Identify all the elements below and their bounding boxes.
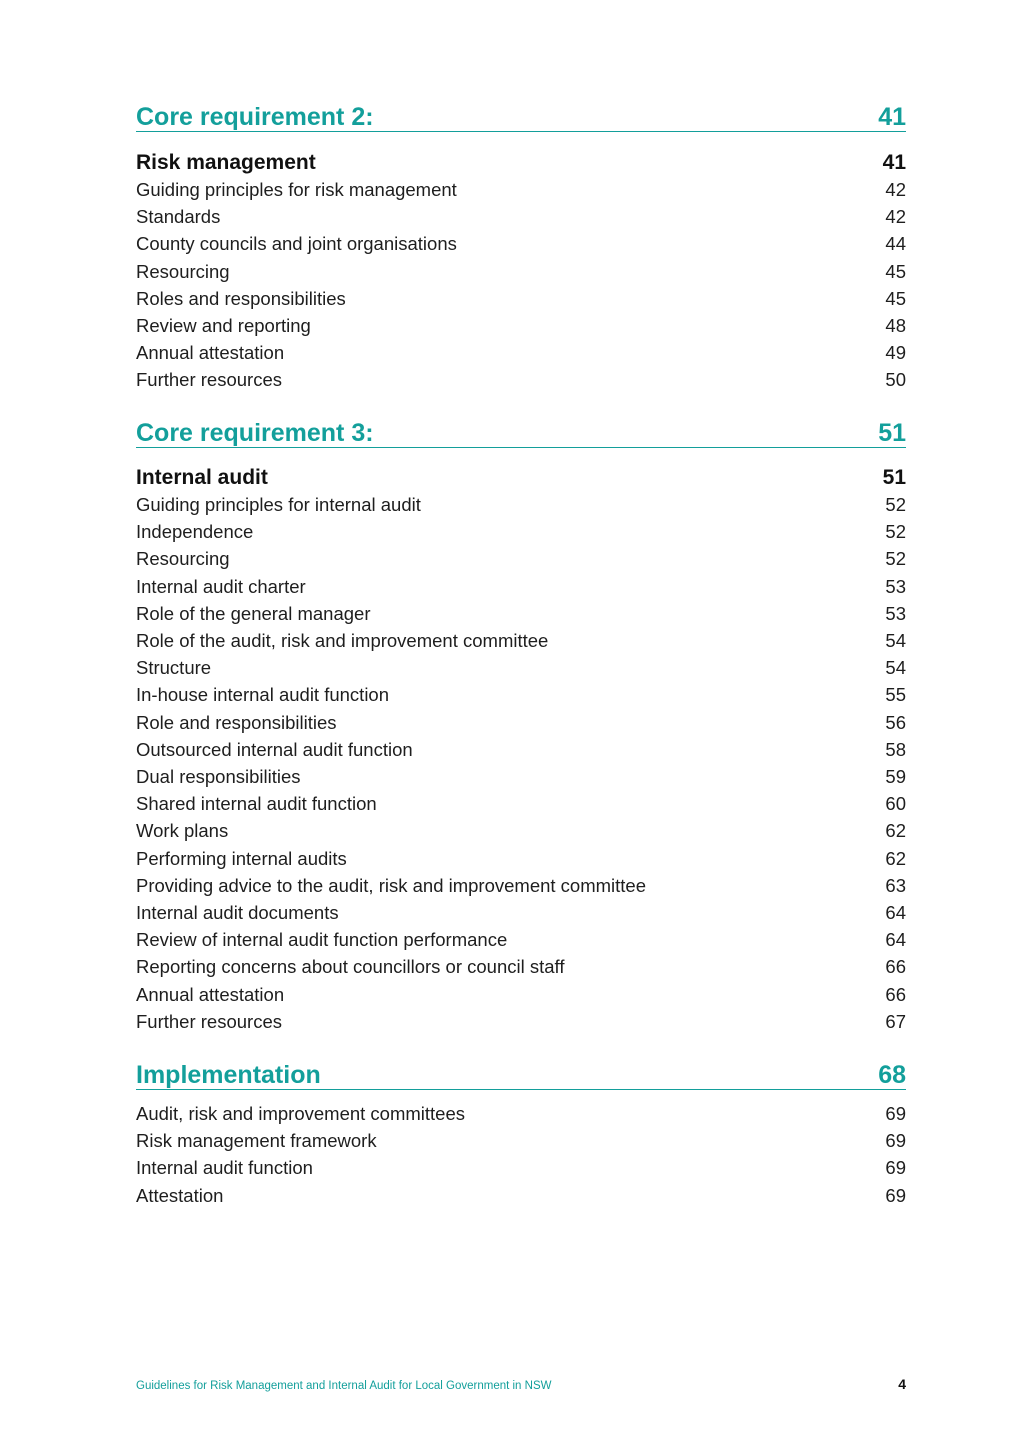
entry-title: Guiding principles for internal audit [136,494,421,515]
toc-entry[interactable] [136,899,906,926]
toc-entry-list [136,1100,906,1209]
entry-title: Review of internal audit function performance [136,929,508,951]
entry-title: Performing internal audits [136,847,347,869]
subheading-title: Risk management [136,151,316,174]
section-heading-title: Core requirement 2: [136,103,374,131]
entry-page: 60 [885,793,906,815]
entry-page: 52 [885,521,906,543]
section-heading-page: 51 [878,419,906,447]
toc-entry-list [136,491,906,1035]
entry-title: Internal audit documents [136,902,339,924]
entry-page: 52 [885,494,906,515]
toc-entry[interactable] [136,1100,906,1127]
toc-entry[interactable] [136,573,906,600]
toc-entry[interactable] [136,230,906,257]
subheading-title: Internal audit [136,466,268,489]
entry-title: Internal audit charter [136,575,306,597]
entry-page: 45 [885,260,906,282]
entry-title: Standards [136,206,221,228]
page-footer [136,1376,906,1392]
entry-page: 52 [885,548,906,570]
toc-entry[interactable] [136,203,906,230]
entry-page: 50 [885,369,906,391]
entry-page: 45 [885,287,906,309]
toc-entry[interactable] [136,258,906,285]
toc-entry[interactable] [136,285,906,312]
toc-entry[interactable] [136,339,906,366]
toc-entry[interactable] [136,518,906,545]
toc-subheading[interactable] [136,464,906,491]
toc-section-core-requirement-3 [136,419,906,1035]
entry-page: 59 [885,766,906,788]
entry-page: 48 [885,315,906,337]
entry-page: 55 [885,684,906,706]
toc-section-heading[interactable] [136,103,906,132]
toc-entry-list [136,176,906,394]
toc-entry[interactable] [136,600,906,627]
entry-page: 56 [885,711,906,733]
entry-title: Role and responsibilities [136,711,337,733]
toc-entry[interactable] [136,926,906,953]
toc-entry[interactable] [136,790,906,817]
entry-title: Outsourced internal audit function [136,738,413,760]
toc-entry[interactable] [136,953,906,980]
entry-page: 53 [885,602,906,624]
entry-page: 62 [885,820,906,842]
toc-entry[interactable] [136,627,906,654]
entry-title: Annual attestation [136,983,285,1005]
entry-page: 54 [885,657,906,679]
entry-page: 49 [885,342,906,364]
toc-section-heading[interactable] [136,1061,906,1090]
toc-entry[interactable] [136,366,906,393]
toc-entry[interactable] [136,736,906,763]
toc-section-core-requirement-2 [136,103,906,394]
entry-title: Structure [136,657,212,679]
footer-page-number: 4 [898,1376,906,1392]
entry-page: 69 [885,1130,906,1152]
toc-entry[interactable] [136,763,906,790]
subheading-page: 41 [882,151,906,174]
toc-entry[interactable] [136,1008,906,1035]
entry-title: Review and reporting [136,315,311,337]
entry-page: 69 [885,1184,906,1206]
entry-page: 58 [885,738,906,760]
entry-title: Internal audit function [136,1157,313,1179]
toc-entry[interactable] [136,654,906,681]
entry-title: Shared internal audit function [136,793,377,815]
entry-page: 63 [885,874,906,896]
section-heading-page: 68 [878,1061,906,1089]
entry-page: 69 [885,1103,906,1124]
entry-title: Work plans [136,820,229,842]
footer-document-title: Guidelines for Risk Management and Internal Audit for Local Government in NSW [136,1380,552,1392]
entry-title: Attestation [136,1184,224,1206]
section-heading-title: Core requirement 3: [136,419,374,447]
subheading-page: 51 [882,466,906,489]
entry-title: Independence [136,521,254,543]
toc-section-heading[interactable] [136,419,906,448]
entry-title: Risk management framework [136,1130,377,1152]
entry-title: Roles and responsibilities [136,287,346,309]
entry-page: 66 [885,983,906,1005]
entry-title: Dual responsibilities [136,766,301,788]
entry-page: 67 [885,1010,906,1032]
toc-entry[interactable] [136,981,906,1008]
toc-entry[interactable] [136,681,906,708]
entry-title: Role of the audit, risk and improvement committee [136,630,549,652]
toc-entry[interactable] [136,1154,906,1181]
entry-page: 66 [885,956,906,978]
toc-section-implementation [136,1061,906,1209]
section-heading-title: Implementation [136,1061,321,1089]
toc-entry[interactable] [136,1182,906,1209]
entry-title: Audit, risk and improvement committees [136,1103,466,1124]
entry-page: 69 [885,1157,906,1179]
entry-title: Providing advice to the audit, risk and improvement committee [136,874,647,896]
entry-title: Further resources [136,369,282,391]
toc-entry[interactable] [136,491,906,518]
entry-page: 42 [885,179,906,200]
entry-title: Reporting concerns about councillors or council staff [136,956,565,978]
toc-entry[interactable] [136,817,906,844]
toc-subheading[interactable] [136,149,906,176]
entry-title: Resourcing [136,548,230,570]
entry-page: 54 [885,630,906,652]
toc-entry[interactable] [136,872,906,899]
entry-title: Annual attestation [136,342,285,364]
entry-page: 53 [885,575,906,597]
toc-entry[interactable] [136,845,906,872]
entry-page: 64 [885,929,906,951]
entry-title: Further resources [136,1010,282,1032]
entry-title: Role of the general manager [136,602,371,624]
toc-entry[interactable] [136,176,906,203]
entry-page: 64 [885,902,906,924]
section-heading-page: 41 [878,103,906,131]
entry-title: Resourcing [136,260,230,282]
toc-entry[interactable] [136,312,906,339]
entry-page: 44 [885,233,906,255]
entry-page: 42 [885,206,906,228]
toc-entry[interactable] [136,545,906,572]
entry-title: In-house internal audit function [136,684,390,706]
entry-page: 62 [885,847,906,869]
toc-entry[interactable] [136,1127,906,1154]
entry-title: County councils and joint organisations [136,233,457,255]
toc-entry[interactable] [136,709,906,736]
entry-title: Guiding principles for risk management [136,179,457,200]
